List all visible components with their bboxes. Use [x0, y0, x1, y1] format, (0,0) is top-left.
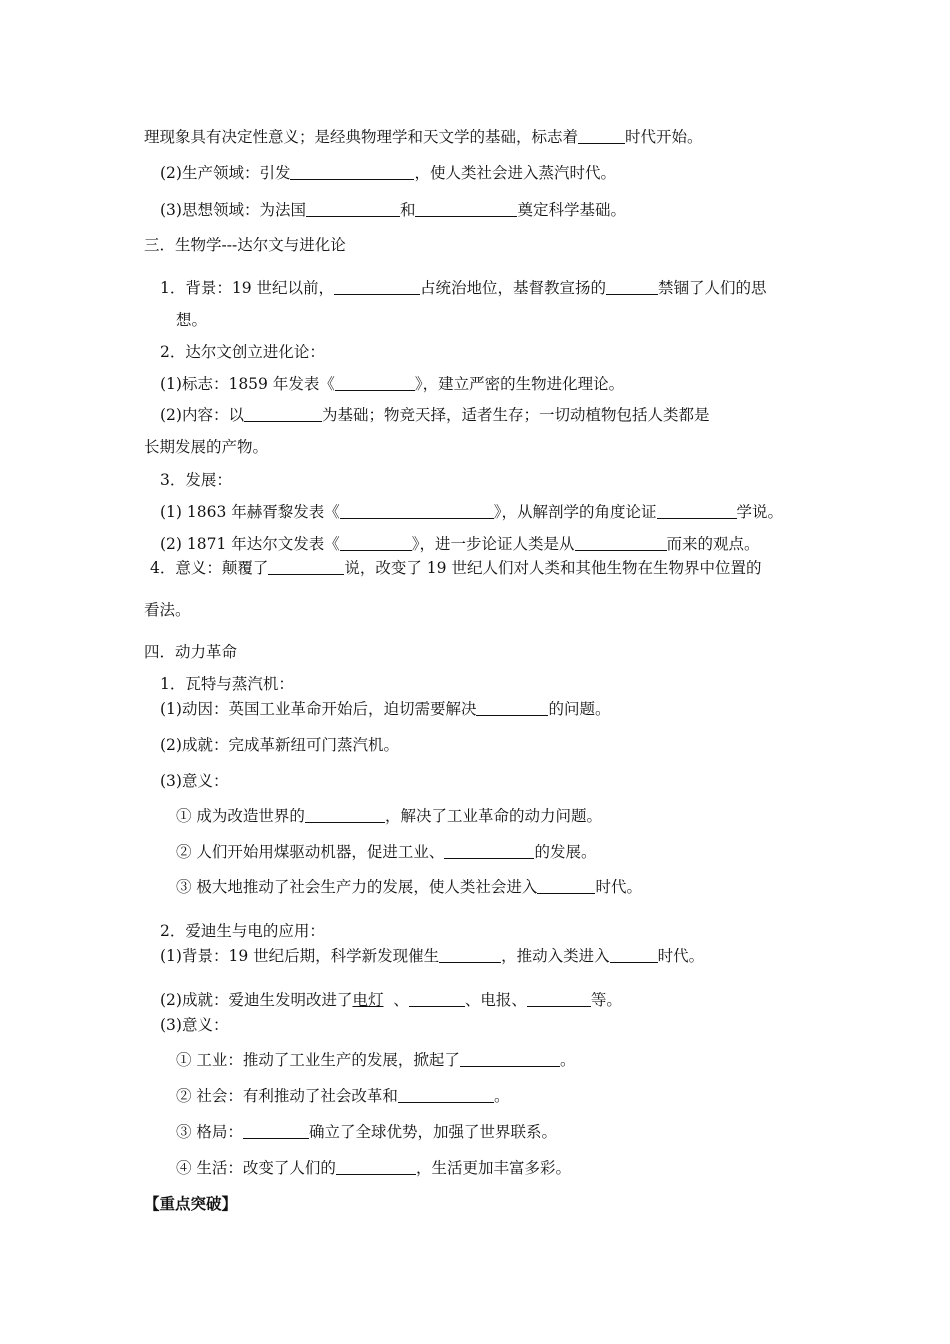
fill-blank[interactable]	[578, 127, 625, 144]
line-text: 1．背景：19 世纪以前，	[160, 279, 335, 297]
line-text: (1)标志：1859 年发表《	[160, 375, 335, 393]
line-text: ，使人类社会进入蒸汽时代。	[414, 164, 616, 182]
text-line	[160, 771, 228, 791]
line-text: 时代开始。	[625, 128, 703, 146]
fill-blank[interactable]	[336, 1158, 416, 1175]
line-text: 2．达尔文创立进化论：	[160, 343, 325, 361]
line-text: ① 成为改造世界的	[176, 807, 305, 825]
line-text: 》，建立严密的生物进化理论。	[414, 375, 625, 393]
fill-blank[interactable]	[335, 374, 415, 391]
underlined-answer: 电灯	[352, 991, 384, 1009]
line-text: 时代。	[595, 878, 642, 896]
text-line	[160, 674, 294, 694]
fill-blank[interactable]	[444, 842, 534, 859]
line-text: 》，进一步论证人类是从	[411, 535, 575, 553]
fill-blank[interactable]	[334, 278, 420, 295]
fill-blank[interactable]	[460, 1050, 560, 1067]
line-text: 4．意义：颠覆了	[150, 559, 269, 577]
text-line	[160, 342, 325, 362]
text-line	[160, 735, 399, 755]
line-text: ② 人们开始用煤驱动机器，促进工业、	[176, 843, 445, 861]
line-text: 》，从解剖学的角度论证	[493, 503, 657, 521]
fill-blank[interactable]	[290, 163, 414, 180]
line-text: ① 工业：推动了工业生产的发展，掀起了	[176, 1051, 460, 1069]
fill-blank[interactable]	[340, 534, 412, 551]
line-text: 奠定科学基础。	[517, 201, 626, 219]
line-text: 。	[559, 1051, 576, 1069]
line-text: 、	[393, 991, 409, 1009]
line-text: 看法。	[144, 601, 191, 619]
text-line	[176, 1122, 557, 1142]
text-line	[176, 1158, 571, 1178]
text-line	[160, 502, 783, 522]
fill-blank[interactable]	[606, 278, 658, 295]
text-line	[160, 990, 622, 1010]
line-text: 的发展。	[534, 843, 597, 861]
text-line	[160, 946, 704, 966]
fill-blank[interactable]	[398, 1086, 494, 1103]
line-text: (2) 1871 年达尔文发表《	[160, 535, 340, 553]
text-line	[176, 842, 596, 862]
line-text: (3)意义：	[160, 772, 229, 790]
text-line	[176, 310, 207, 330]
heading-text: 【重点突破】	[144, 1194, 238, 1213]
text-line	[160, 699, 610, 719]
line-text: ③ 格局：	[176, 1123, 243, 1141]
line-text: 1．瓦特与蒸汽机：	[160, 675, 294, 693]
fill-blank[interactable]	[527, 990, 591, 1007]
line-text: 的问题。	[548, 700, 611, 718]
line-text: 禁锢了人们的思	[658, 279, 767, 297]
line-text: ，推动入类进入	[501, 947, 610, 965]
text-line	[160, 534, 760, 554]
fill-blank[interactable]	[610, 946, 658, 963]
text-line	[160, 921, 325, 941]
fill-blank[interactable]	[306, 200, 400, 217]
line-text: 长期发展的产物。	[144, 438, 269, 456]
line-text: ④ 生活：改变了人们的	[176, 1159, 336, 1177]
line-text: (2)内容：以	[160, 406, 244, 424]
text-line	[160, 405, 709, 425]
text-line	[176, 1050, 575, 1070]
text-line	[176, 1086, 509, 1106]
section-heading	[144, 642, 237, 662]
line-text: (2)成就：完成革新纽可门蒸汽机。	[160, 736, 399, 754]
text-line	[160, 374, 624, 394]
fill-blank[interactable]	[268, 558, 344, 575]
line-text: 、电报、	[464, 991, 527, 1009]
fill-blank[interactable]	[575, 534, 667, 551]
fill-blank[interactable]	[476, 699, 548, 716]
line-text: 。	[493, 1087, 510, 1105]
line-text: 和	[399, 201, 416, 219]
line-text: ，生活更加丰富多彩。	[415, 1159, 571, 1177]
line-text: 说，改变了 19 世纪人们对人类和其他生物在生物界中位置的	[344, 559, 762, 577]
line-text: 理现象具有决定性意义；是经典物理学和天文学的基础，标志着	[144, 128, 579, 146]
text-line	[144, 600, 191, 620]
line-text: 3．发展：	[160, 471, 232, 489]
line-text: (2)成就：爱迪生发明改进了	[160, 991, 353, 1009]
line-text: 占统治地位，基督教宣扬的	[420, 279, 607, 297]
fill-blank[interactable]	[305, 806, 385, 823]
line-text: (1)背景：19 世纪后期，科学新发现催生	[160, 947, 440, 965]
fill-blank[interactable]	[415, 200, 517, 217]
fill-blank[interactable]	[439, 946, 501, 963]
line-text: (2)生产领域：引发	[160, 164, 291, 182]
text-line	[176, 877, 642, 897]
fill-blank[interactable]	[409, 990, 465, 1007]
line-text: ③ 极大地推动了社会生产力的发展，使人类社会进入	[176, 878, 538, 896]
fill-blank[interactable]	[244, 405, 322, 422]
line-text	[383, 991, 393, 1009]
text-line	[144, 127, 703, 147]
section-heading	[144, 235, 346, 255]
line-text: 2．爱迪生与电的应用：	[160, 922, 325, 940]
heading-text: 四．动力革命	[144, 643, 238, 661]
line-text: 为基础；物竞天择，适者生存；一切动植物包括人类都是	[321, 406, 710, 424]
line-text: 确立了全球优势，加强了世界联系。	[308, 1123, 557, 1141]
text-line	[160, 163, 616, 183]
fill-blank[interactable]	[537, 877, 595, 894]
line-text: (3)意义：	[160, 1016, 229, 1034]
line-text: 而来的观点。	[666, 535, 760, 553]
line-text: 时代。	[657, 947, 705, 965]
heading-text: 三．生物学---达尔文与进化论	[144, 236, 346, 254]
text-line	[144, 437, 268, 457]
text-line	[176, 806, 602, 826]
line-text: (1)动因：英国工业革命开始后，迫切需要解决	[160, 700, 477, 718]
section-heading-bold	[144, 1194, 237, 1214]
line-text: 等。	[590, 991, 622, 1009]
fill-blank[interactable]	[243, 1122, 309, 1139]
text-line	[160, 470, 232, 490]
line-text: 学说。	[736, 503, 784, 521]
line-text: ② 社会：有利推动了社会改革和	[176, 1087, 398, 1105]
text-line	[160, 278, 767, 298]
text-line	[160, 200, 626, 220]
line-text: ，解决了工业革命的动力问题。	[384, 807, 602, 825]
fill-blank[interactable]	[340, 502, 494, 519]
text-line	[160, 1015, 228, 1035]
line-text: (1) 1863 年赫胥黎发表《	[160, 503, 340, 521]
line-text: 想。	[176, 311, 208, 329]
line-text: (3)思想领域：为法国	[160, 201, 306, 219]
fill-blank[interactable]	[657, 502, 737, 519]
text-line	[150, 558, 761, 578]
